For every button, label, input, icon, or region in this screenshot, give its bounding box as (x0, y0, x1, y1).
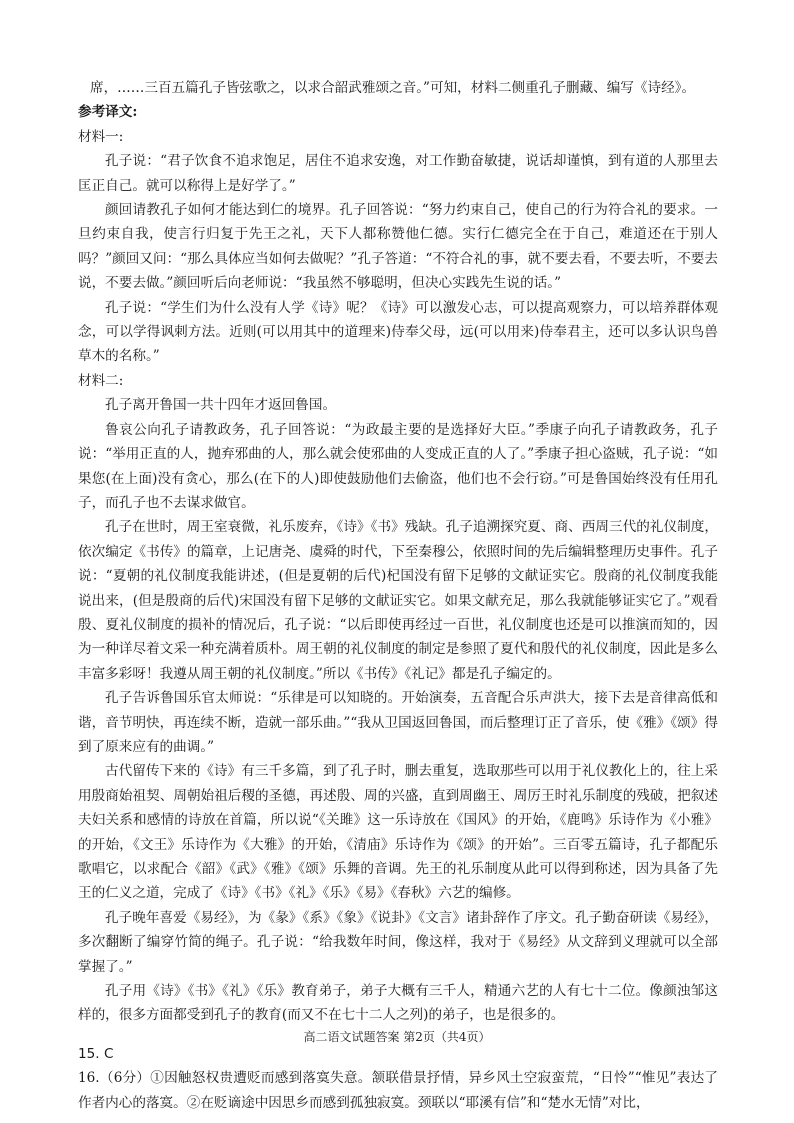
material-2-paragraph: 孔子用《诗》《书》《礼》《乐》教育弟子，弟子大概有三千人，精通六艺的人有七十二位。像颜浊邹这样的，很多方面都受到孔子的教育(而又不在七十二人之列)的弟子，也是很多的。 (78, 983, 718, 1024)
answer-15: 15. C (78, 1045, 114, 1062)
material-2-paragraph: 孔子在世时，周王室衰微，礼乐废弃，《诗》《书》残缺。孔子追溯探究夏、商、西周三代的礼仪制度，依次编定《书传》的篇章，上记唐尧、虞舜的时代，下至秦穆公，依照时间的先后编辑整理历史事件。孔子说：“夏朝的礼仪制度我能讲述，(但是夏朝的后代)杞国没有留下足够的文献证实它。殷商的礼仪制度我能说出来，(但是殷商的后代)宋国没有留下足够的文献证实它。如果文献充足，那么我就能够证实它了。”观看殷、夏礼仪制度的损补的情况后，孔子说：“以后即使再经过一百世，礼仪制度也还是可以推演而知的，因为一种详尽着文采一种充满着质朴。周王朝的礼仪制度的制定是参照了夏代和殷代的礼仪制度，因此是多么丰富多彩呀！我遵从周王朝的礼仪制度。”所以《书传》《礼记》都是孔子编定的。 (78, 519, 718, 682)
answer-16: 16.（6分）①因触怒权贵遭贬而感到落寞失意。颔联借景抒情，异乡风土空寂蛮荒，“日怜”“惟见”表达了作者内心的落寞。②在贬谪途中因思乡而感到孤独寂寞。颈联以“耶溪有信”和“楚水无情”对比， (78, 1070, 718, 1111)
material-2-label: 材料二: (78, 372, 124, 389)
page-content (78, 76, 718, 1115)
page-footer: 高二语文试题答案 第2页（共4页） (303, 1030, 491, 1044)
material-2-paragraph: 古代留传下来的《诗》有三千多篇，到了孔子时，删去重复，选取那些可以用于礼仪教化上的，往上采用殷商始祖契、周朝始祖后稷的圣德，再述殷、周的兴盛，直到周幽王、周厉王时礼乐制度的残破，把叙述夫妇关系和感情的诗放在首篇，所以说“《关雎》这一乐诗放在《国风》的开始，《鹿鸣》乐诗作为《小雅》的开始，《文王》乐诗作为《大雅》的开始，《清庙》乐诗作为《颂》的开始”。三百零五篇诗，孔子都配乐歌唱它，以求配合《韶》《武》《雅》《颂》乐舞的音调。先王的礼乐制度从此可以得到称述，因为具备了先王的仁义之道，完成了《诗》《书》《礼》《乐》《易》《春秋》六艺的编修。 (78, 763, 718, 902)
material-1-paragraph: 颜回请教孔子如何才能达到仁的境界。孔子回答说：“努力约束自己，使自己的行为符合礼的要求。一旦约束自我，使言行归复于先王之礼，天下人都称赞他仁德。实行仁德完全在于自己，难道还在于别人吗？”颜回又问：“那么具体应当如何去做呢？”孔子答道：“不符合礼的事，就不要去看，不要去听，不要去说，不要去做。”颜回听后向老师说：“我虽然不够聪明，但决心实践先生说的话。” (78, 202, 718, 292)
material-1-paragraph: 孔子说：“学生们为什么没有人学《诗》呢？《诗》可以激发心志，可以提高观察力，可以培养群体观念，可以学得讽刺方法。近则(可以用其中的道理来)侍奉父母，远(可以用来)侍奉君主，还可以多认识鸟兽草木的名称。” (78, 299, 718, 365)
material-2-paragraph: 孔子晚年喜爱《易经》，为《彖》《系》《象》《说卦》《文言》诸卦辞作了序文。孔子勤奋研读《易经》，多次翻断了编穿竹简的绳子。孔子说：“给我数年时间，像这样，我对于《易经》从文辞到义理就可以全部掌握了。” (78, 909, 718, 975)
reference-translation-heading: 参考译文: (78, 104, 138, 121)
material-2-paragraph: 孔子告诉鲁国乐官太师说：“乐律是可以知晓的。开始演奏，五音配合乐声洪大，接下去是音律高低和谐，音节明快，再连续不断，造就一部乐曲。”“我从卫国返回鲁国，而后整理订正了音乐，使《雅》《颂》得到了原来应有的曲调。” (78, 690, 718, 755)
material-1-label: 材料一: (78, 128, 124, 145)
material-1-paragraph: 孔子说：“君子饮食不追求饱足，居住不追求安逸，对工作勤奋敏捷，说话却谨慎，到有道的人那里去匡正自己。就可以称得上是好学了。” (78, 153, 718, 194)
material-2-paragraph: 鲁哀公向孔子请教政务，孔子回答说：“为政最主要的是选择好大臣。”季康子向孔子请教政务，孔子说：“举用正直的人，抛弃邪曲的人，那么就会使邪曲的人变成正直的人了。”季康子担心盗贼，孔子说：“如果您(在上面)没有贪心，那么(在下的人)即使鼓励他们去偷盗，他们也不会行窃。”可是鲁国始终没有任用孔子，而孔子也不去谋求做官。 (78, 421, 718, 511)
material-2-paragraph: 孔子离开鲁国一共十四年才返回鲁国。 (105, 397, 337, 414)
top-fragment: 席，……三百五篇孔子皆弦歌之，以求合韶武雅颂之音。”可知，材料二侧重孔子删藏、编写《诗经》。 (90, 80, 696, 96)
